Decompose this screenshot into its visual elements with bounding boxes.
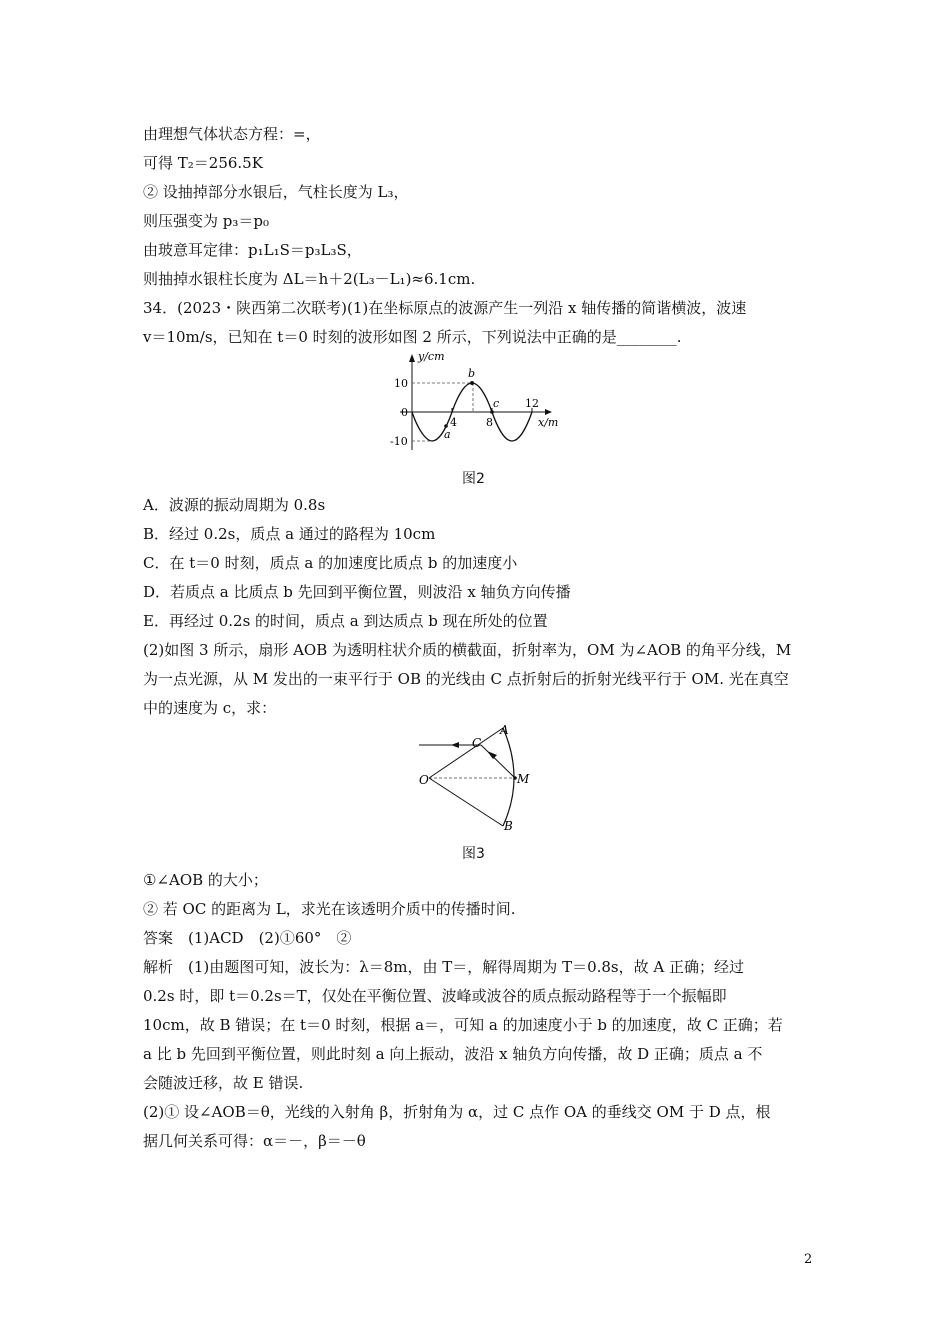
x-axis-arrow <box>545 409 552 415</box>
arc-AB <box>503 728 514 826</box>
text-line: 中的速度为 c，求： <box>143 699 277 717</box>
option-d: D．若质点 a 比质点 b 先回到平衡位置，则波沿 x 轴负方向传播 <box>143 583 571 601</box>
analysis-line: 据几何关系可得：α＝－，β＝－θ <box>143 1132 366 1150</box>
x-axis-label: x/m <box>538 416 559 429</box>
figure-3-caption: 图3 <box>462 846 485 862</box>
text-line: 则抽掉水银柱长度为 ΔL＝h＋2(L₃－L₁)≈6.1cm. <box>143 270 476 288</box>
figure-3-sector-diagram <box>415 722 535 834</box>
y-tick-neg10: -10 <box>390 435 408 448</box>
line-OB <box>429 778 503 826</box>
analysis-line: 解析 (1)由题图可知，波长为：λ＝8m，由 T＝，解得周期为 T＝0.8s，故 A 正确；经过 <box>143 958 744 976</box>
label-B: B <box>504 819 513 833</box>
label-M: M <box>517 772 530 786</box>
text-line: 可得 T₂＝256.5K <box>143 154 263 172</box>
text-line: 由玻意耳定律：p₁L₁S＝p₃L₃S， <box>143 241 362 259</box>
question-34-line: 34．(2023・陕西第二次联考)(1)在坐标原点的波源产生一列沿 x 轴传播的简谐横波，波速 <box>143 299 747 317</box>
ray-MC <box>481 745 515 778</box>
figure-2-wave-graph <box>380 350 560 458</box>
answer-line: 答案 (1)ACD (2)①60° ② <box>143 929 352 947</box>
y-tick-10: 10 <box>394 377 408 390</box>
text-line: v＝10m/s，已知在 t＝0 时刻的波形如图 2 所示，下列说法中正确的是________. <box>143 328 682 346</box>
text-line: 则压强变为 p₃＝p₀ <box>143 212 269 230</box>
point-b-label: b <box>468 367 476 380</box>
text-line: 由理想气体状态方程：=， <box>143 125 321 143</box>
option-c: C．在 t＝0 时刻，质点 a 的加速度比质点 b 的加速度小 <box>143 554 518 572</box>
analysis-line: 10cm，故 B 错误；在 t＝0 时刻，根据 a＝，可知 a 的加速度小于 b 的加速度，故 C 正确；若 <box>143 1016 783 1034</box>
x-tick-12: 12 <box>525 397 539 410</box>
text-line: ② 若 OC 的距离为 L，求光在该透明介质中的传播时间. <box>143 900 516 918</box>
text-line: 为一点光源，从 M 发出的一束平行于 OB 的光线由 C 点折射后的折射光线平行于 OM. 光在真空 <box>143 670 789 688</box>
x-tick-4: 4 <box>450 416 457 429</box>
point-b-dot <box>470 381 474 385</box>
analysis-line: 会随波迁移，故 E 错误. <box>143 1074 304 1092</box>
text-line: ② 设抽掉部分水银后，气柱长度为 L₃， <box>143 183 409 201</box>
point-a-label: a <box>444 428 451 441</box>
point-c-label: c <box>493 397 500 410</box>
text-line: ①∠AOB 的大小； <box>143 871 268 889</box>
option-a: A．波源的振动周期为 0.8s <box>143 496 326 514</box>
label-A: A <box>500 723 509 737</box>
label-O: O <box>419 773 429 787</box>
y-axis-arrow <box>409 354 415 362</box>
page-number: 2 <box>804 1252 813 1267</box>
label-C: C <box>472 736 482 750</box>
analysis-line: (2)① 设∠AOB＝θ，光线的入射角 β，折射角为 α，过 C 点作 OA 的垂线交 OM 于 D 点，根 <box>143 1103 771 1121</box>
option-b: B．经过 0.2s，质点 a 通过的路程为 10cm <box>143 525 436 543</box>
option-e: E．再经过 0.2s 的时间，质点 a 到达质点 b 现在所处的位置 <box>143 612 548 630</box>
origin-label: 0 <box>401 406 408 419</box>
analysis-line: 0.2s 时，即 t＝0.2s＝T，仅处在平衡位置、波峰或波谷的质点振动路程等于一个振幅即 <box>143 987 727 1005</box>
text-line: (2)如图 3 所示，扇形 AOB 为透明柱状介质的横截面，折射率为，OM 为∠AOB 的角平分线，M <box>143 641 792 659</box>
figure-2-caption: 图2 <box>462 471 485 487</box>
analysis-line: a 比 b 先回到平衡位置，则此时刻 a 向上振动，波沿 x 轴负方向传播，故 D 正确；质点 a 不 <box>143 1045 763 1063</box>
point-c-dot <box>490 410 494 414</box>
y-axis-label: y/cm <box>418 350 445 363</box>
x-tick-8: 8 <box>486 416 493 429</box>
